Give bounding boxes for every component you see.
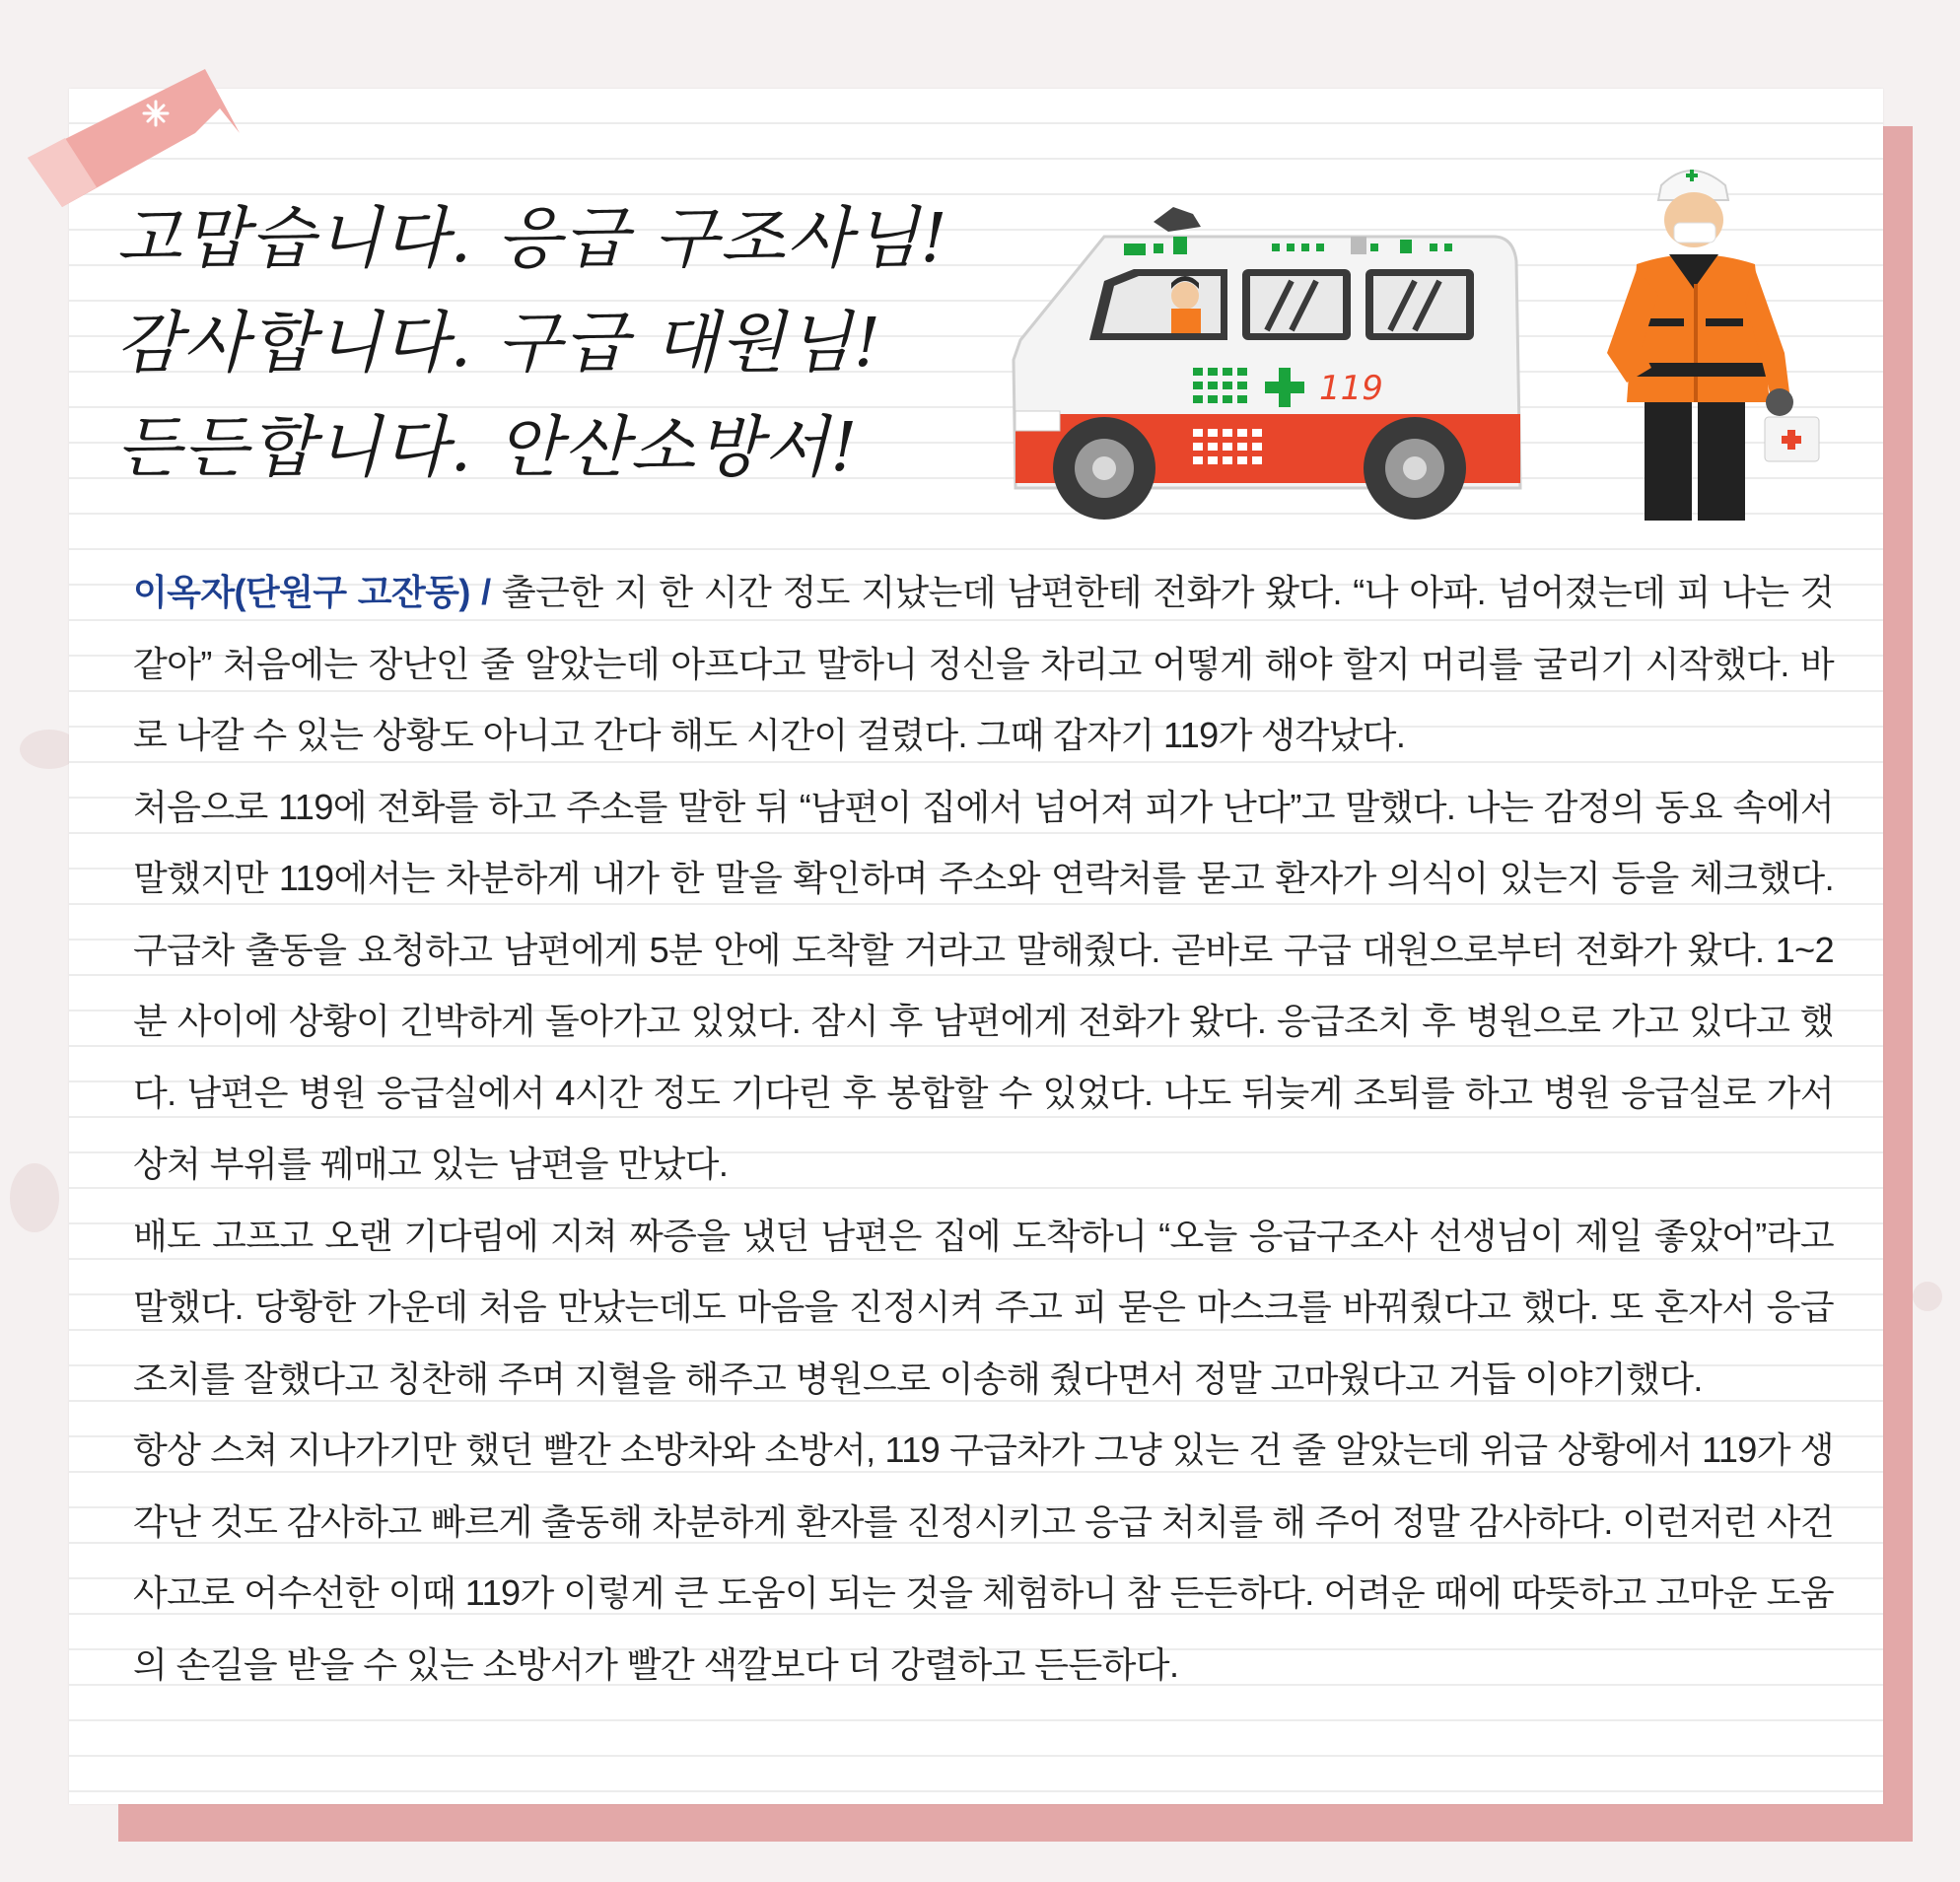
author-byline: 이옥자(단원구 고잔동) / bbox=[133, 572, 491, 612]
article-body bbox=[133, 557, 1834, 1701]
headline-line-2: 감사합니다. 구급 대원님! bbox=[116, 305, 883, 383]
headline-line-1: 고맙습니다. 응급 구조사님! bbox=[116, 200, 949, 278]
article-paragraph: 항상 스쳐 지나가기만 했던 빨간 소방차와 소방서, 119 구급차가 그냥 있는 건 줄 알았는데 위급 상황에서 119가 생각난 것도 감사하고 빠르게 출동해 차분하게 환자를 진정시키고 응급 처치를 해 주어 정말 감사하다. 이런저런 사건사고로 어수선한 이때 119가 이렇게 큰 도움이 되는 것을 체험하니 참 든든하다. 어려운 때에 따뜻하고 고마운 도움의 손길을 받을 수 있는 소방서가 빨간 색깔보다 더 강렬하고 든든하다. bbox=[133, 1429, 1834, 1685]
paragraph-text: 출근한 지 한 시간 정도 지났는데 남편한테 전화가 왔다. “나 아파. 넘어졌는데 피 나는 것 같아” 처음에는 장난인 줄 알았는데 아프다고 말하니 정신을 차리고 어떻게 해야 할지 머리를 굴리기 시작했다. 바로 나갈 수 있는 상황도 아니고 간다 해도 시간이 걸렸다. 그때 갑자기 119가 생각났다. bbox=[133, 572, 1834, 755]
article-paragraph: 처음으로 119에 전화를 하고 주소를 말한 뒤 “남편이 집에서 넘어져 피가 난다”고 말했다. 나는 감정의 동요 속에서 말했지만 119에서는 차분하게 내가 한 말을 확인하며 주소와 연락처를 묻고 환자가 의식이 있는지 등을 체크했다. 구급차 출동을 요청하고 남편에게 5분 안에 도착할 거라고 말해줬다. 곧바로 구급 대원으로부터 전화가 왔다. 1~2분 사이에 상황이 긴박하게 돌아가고 있었다. 잠시 후 남편에게 전화가 왔다. 응급조치 후 병원으로 가고 있다고 했다. 남편은 병원 응급실에서 4시간 정도 기다린 후 봉합할 수 있었다. 나도 뒤늦게 조퇴를 하고 병원 응급실로 가서 상처 부위를 꿰매고 있는 남편을 만났다. bbox=[133, 786, 1834, 1184]
headline-line-3: 든든합니다. 안산소방서! bbox=[116, 409, 860, 487]
ambulance-number: 119 bbox=[1319, 369, 1383, 408]
article-paragraph bbox=[133, 557, 1834, 772]
ambulance-illustration bbox=[996, 192, 1528, 527]
article-paragraph: 배도 고프고 오랜 기다림에 지쳐 짜증을 냈던 남편은 집에 도착하니 “오늘 응급구조사 선생님이 제일 좋았어”라고 말했다. 당황한 가운데 처음 만났는데도 마음을 진정시켜 주고 피 묻은 마스크를 바꿔줬다고 했다. 또 혼자서 응급조치를 잘했다고 칭찬해 주며 지혈을 해주고 병원으로 이송해 줬다면서 정말 고마웠다고 거듭 이야기했다. bbox=[133, 1215, 1834, 1399]
tape-decoration bbox=[18, 39, 254, 207]
background-speck bbox=[10, 1163, 59, 1232]
background-speck bbox=[1913, 1282, 1942, 1311]
paramedic-illustration bbox=[1568, 156, 1854, 521]
headline bbox=[116, 187, 1053, 501]
